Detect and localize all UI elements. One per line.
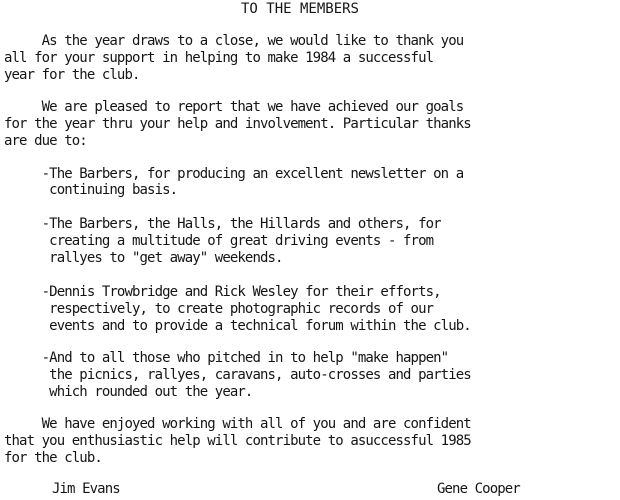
list-item-line: events and to provide a technical forum within the club. xyxy=(4,318,471,334)
text-line: for the year thru your help and involvement. Particular thanks xyxy=(4,116,471,132)
list-item-line: the picnics, rallyes, caravans, auto-crosses and parties xyxy=(4,367,471,383)
text-line: We are pleased to report that we have achieved our goals xyxy=(4,99,464,115)
list-item-line: -And to all those who pitched in to help "make happen" xyxy=(4,350,449,366)
list-item-line: rallyes to "get away" weekends. xyxy=(4,250,283,266)
list-item-line: -Dennis Trowbridge and Rick Wesley for their efforts, xyxy=(4,284,441,300)
signature-right: Gene Cooper xyxy=(437,481,520,497)
list-item-line: creating a multitude of great driving events - from xyxy=(4,233,434,249)
text-line: year for the club. xyxy=(4,67,140,83)
text-line: are due to: xyxy=(4,133,87,149)
text-line: all for your support in helping to make 1984 a successful xyxy=(4,50,434,66)
list-item-line: continuing basis. xyxy=(4,182,178,198)
text-line: We have enjoyed working with all of you and are confident xyxy=(4,416,471,432)
text-line: that you enthusiastic help will contribute to asuccessful 1985 xyxy=(4,433,471,449)
list-item-line: which rounded out the year. xyxy=(4,384,253,400)
text-line: for the club. xyxy=(4,450,102,466)
list-item-line: respectively, to create photographic records of our xyxy=(4,301,434,317)
signature-left: Jim Evans xyxy=(52,481,120,497)
list-item-line: -The Barbers, the Halls, the Hillards and others, for xyxy=(4,216,441,232)
list-item-line: -The Barbers, for producing an excellent newsletter on a xyxy=(4,166,464,182)
text-line: As the year draws to a close, we would like to thank you xyxy=(4,33,464,49)
letter-title: TO THE MEMBERS xyxy=(240,1,359,17)
